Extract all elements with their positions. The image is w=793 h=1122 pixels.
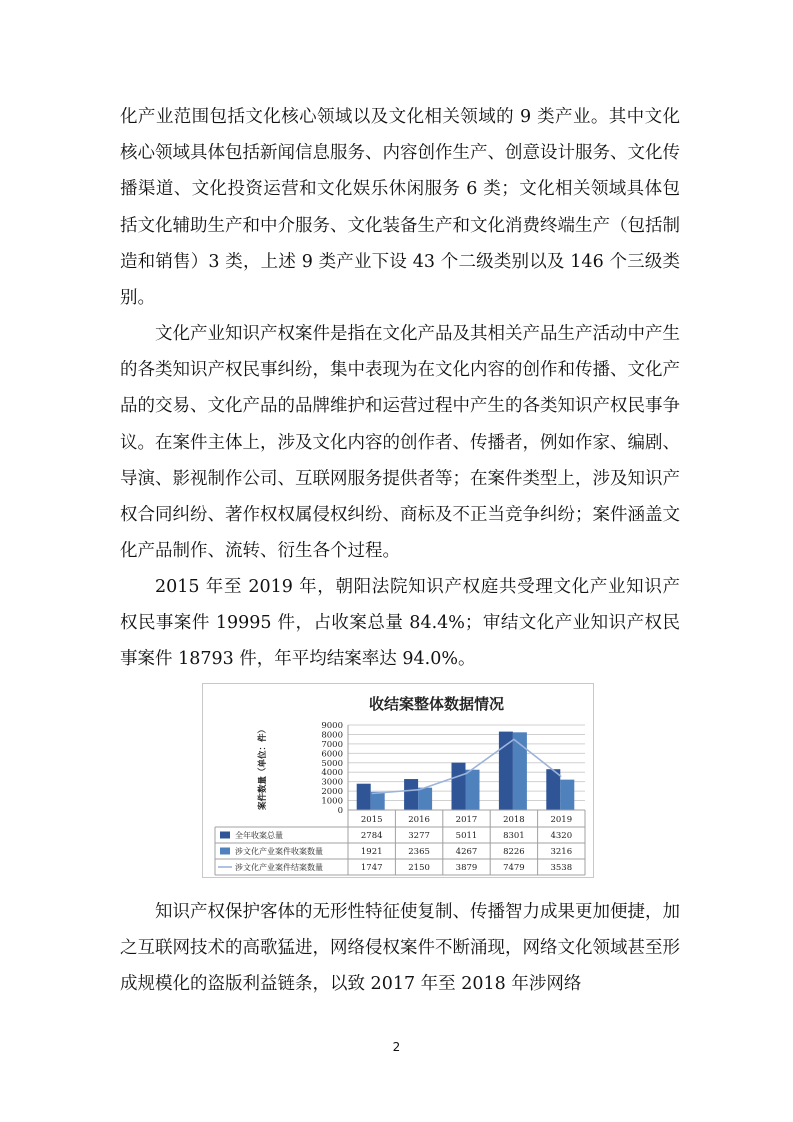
data-label: 8301 <box>503 831 525 841</box>
bar-culture-cases-received <box>418 788 432 810</box>
legend-label: 全年收案总量 <box>235 831 283 840</box>
y-tick-label: 7000 <box>321 739 343 750</box>
y-tick-label: 2000 <box>321 787 343 798</box>
legend-label: 涉文化产业案件结案数量 <box>235 863 323 872</box>
y-tick-label: 3000 <box>321 777 343 788</box>
bar-culture-cases-received <box>371 792 385 810</box>
paragraph-4: 知识产权保护客体的无形性特征使复制、传播智力成果更加便捷，加之互联网技术的高歌猛进，网络侵权案件不断涌现，网络文化领域甚至形成规模化的盗版利益链条，以致 2017 年至 2018 年涉网络 <box>120 902 680 995</box>
data-label: 5011 <box>455 831 478 841</box>
bar-total-cases <box>499 732 513 810</box>
data-label: 4320 <box>550 831 573 841</box>
data-label: 1921 <box>360 847 383 857</box>
paragraph-2: 文化产业知识产权案件是指在文化产品及其相关产品生产活动中产生的各类知识产权民事纠纷，集中表现为在文化内容的创作和传播、文化产品的交易、文化产品的品牌维护和运营过程中产生的各类知识产权民事争议。在案件主体上，涉及文化内容的创作者、传播者，例如作家、编剧、导演、影视制作公司、互联网服务提供者等；在案件类型上，涉及知识产权合同纠纷、著作权权属侵权纠纷、商标及不正当竞争纠纷；案件涵盖文化产品制作、流转、衍生各个过程。 <box>120 324 680 562</box>
y-axis-label: 案件数量（单位：件） <box>258 724 268 811</box>
x-tick-label: 2019 <box>550 815 573 825</box>
data-label: 1747 <box>360 863 383 873</box>
bar-total-cases <box>546 769 560 810</box>
x-tick-label: 2018 <box>503 815 525 825</box>
bar-culture-cases-received <box>466 770 480 810</box>
y-tick-label: 4000 <box>321 768 343 779</box>
chart-title: 收结案整体数据情况 <box>368 695 505 713</box>
bar-total-cases <box>404 779 418 810</box>
legend-swatch <box>220 848 230 855</box>
y-tick-label: 5000 <box>321 758 343 769</box>
y-tick-label: 8000 <box>321 730 343 741</box>
paragraph-1: 化产业范围包括文化核心领域以及文化相关领域的 9 类产业。其中文化核心领域具体包括新闻信息服务、内容创作生产、创意设计服务、文化传播渠道、文化投资运营和文化娱乐休闲服务 6 类；文化相关领域具体包括文化辅助生产和中介服务、文化装备生产和文化消费终端生产（包括制造和销售）3 类，上述 9 类产业下设 43 个二级类别以及 146 个三级类别。 <box>120 107 680 309</box>
data-label: 3216 <box>550 847 573 857</box>
page-number: 2 <box>392 1040 401 1054</box>
x-tick-label: 2015 <box>360 815 383 825</box>
data-label: 3538 <box>550 863 573 873</box>
y-tick-label: 6000 <box>321 749 343 760</box>
legend-label: 涉文化产业案件收案数量 <box>235 847 323 856</box>
data-label: 4267 <box>455 847 478 857</box>
x-tick-label: 2017 <box>455 815 478 825</box>
data-label: 3277 <box>408 831 430 841</box>
data-label: 3879 <box>455 863 478 873</box>
data-label: 2365 <box>408 847 430 857</box>
data-label: 2150 <box>408 863 430 873</box>
paragraph-3: 2015 年至 2019 年，朝阳法院知识产权庭共受理文化产业知识产权民事案件 19995 件，占收案总量 84.4%；审结文化产业知识产权民事案件 18793 件，年平均结案率达 94.0%。 <box>120 577 680 670</box>
bar-total-cases <box>357 784 371 810</box>
data-label: 8226 <box>503 847 525 857</box>
chart-canvas <box>203 684 593 877</box>
data-label: 2784 <box>360 831 383 841</box>
data-label: 7479 <box>503 863 525 873</box>
bar-total-cases <box>452 763 466 810</box>
y-tick-label: 0 <box>337 806 343 816</box>
case-statistics-chart <box>202 683 594 878</box>
y-tick-label: 9000 <box>321 721 343 731</box>
x-tick-label: 2016 <box>408 815 430 825</box>
legend-swatch <box>220 832 230 839</box>
bar-culture-cases-received <box>560 780 574 810</box>
y-tick-label: 1000 <box>321 796 343 807</box>
